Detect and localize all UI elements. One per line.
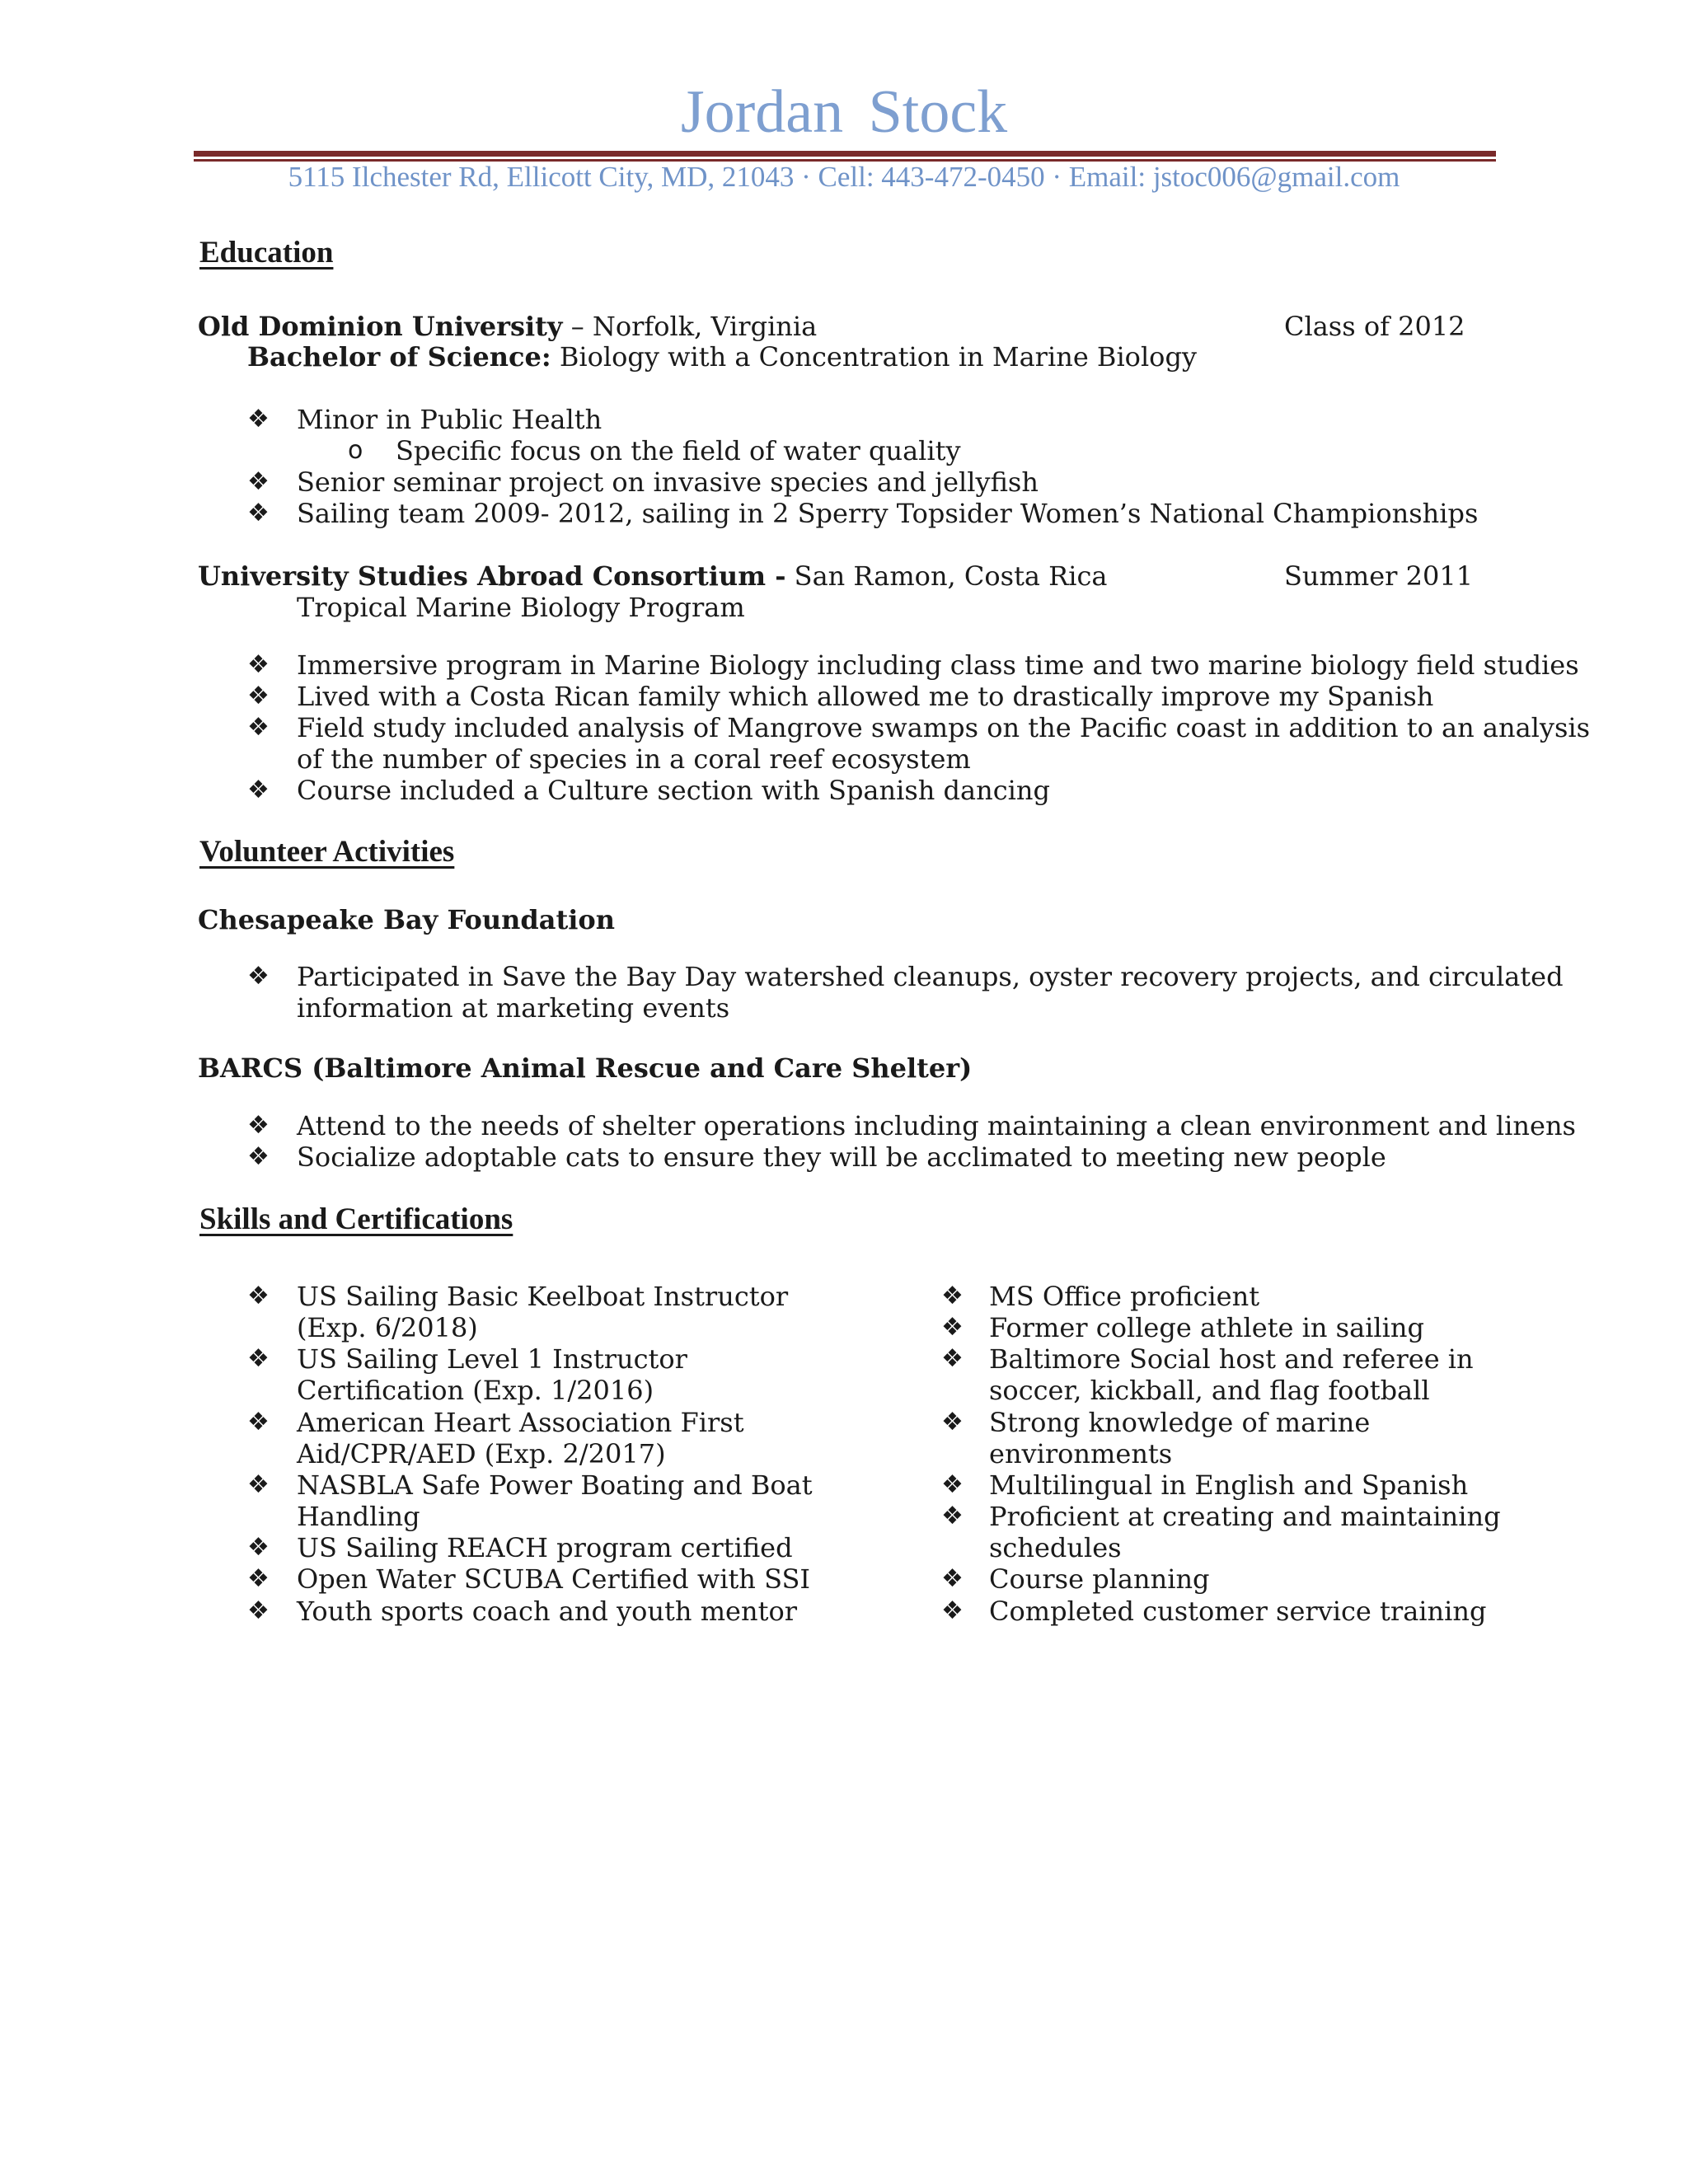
bullet-icon: ❖ [941,1596,964,1625]
cbf-org: Chesapeake Bay Foundation [198,904,615,935]
bullet-icon: ❖ [941,1282,964,1310]
skill-right-8: Completed customer service training [989,1596,1487,1627]
header-rule-thick [194,151,1496,157]
sub-bullet-icon: o [348,436,363,465]
odu-line [198,311,817,342]
skill-left-7: Youth sports coach and youth mentor [297,1596,797,1627]
odu-degree: Biology with a Concentration in Marine Biology [551,341,1197,373]
bullet-icon: ❖ [247,682,270,710]
odu-degree-label: Bachelor of Science: [247,341,551,373]
bullet-icon: ❖ [247,650,270,679]
skill-right-6: Proficient at creating and maintaining [989,1501,1501,1532]
skill-left-6: Open Water SCUBA Certified with SSI [297,1563,810,1595]
usac-date: Summer 2011 [1284,560,1474,592]
odu-school: Old Dominion University [198,311,563,342]
skill-right-3-cont: soccer, kickball, and flag football [989,1375,1430,1406]
usac-location: San Ramon, Costa Rica [785,560,1108,592]
usac-school: University Studies Abroad Consortium - [198,560,786,592]
bullet-icon: ❖ [941,1344,964,1373]
skill-right-7: Course planning [989,1563,1210,1595]
usac-line [198,560,1108,592]
odu-bullet-1: Minor in Public Health [297,404,603,435]
cbf-bullet-line2: information at marketing events [297,992,730,1024]
odu-bullet-3: Sailing team 2009- 2012, sailing in 2 Sperry Topsider Women’s National Championships [297,498,1479,529]
bullet-icon: ❖ [247,1142,270,1171]
bullet-icon: ❖ [247,962,270,991]
barcs-org: BARCS (Baltimore Animal Rescue and Care Shelter) [198,1052,973,1084]
usac-bullet-2: Lived with a Costa Rican family which allowed me to drastically improve my Spanish [297,681,1434,712]
skill-right-4: Strong knowledge of marine [989,1407,1371,1438]
odu-bullet-2: Senior seminar project on invasive species and jellyfish [297,466,1039,498]
bullet-icon: ❖ [247,499,270,527]
bullet-icon: ❖ [941,1564,964,1593]
usac-bullet-3: Field study included analysis of Mangrove swamps on the Pacific coast in addition to an analysis [297,712,1591,743]
barcs-bullet-2: Socialize adoptable cats to ensure they will be acclimated to meeting new people [297,1141,1386,1173]
bullet-icon: ❖ [247,1282,270,1310]
bullet-icon: ❖ [941,1408,964,1436]
bullet-icon: ❖ [247,405,270,434]
skill-right-5: Multilingual in English and Spanish [989,1469,1469,1501]
usac-bullet-4: Course included a Culture section with Spanish dancing [297,775,1050,806]
odu-date: Class of 2012 [1284,311,1465,342]
skill-left-2: US Sailing Level 1 Instructor [297,1343,687,1375]
skill-left-4-cont: Handling [297,1501,420,1532]
usac-bullet-3-cont: of the number of species in a coral reef ecosystem [297,743,971,775]
cbf-bullet-line1: Participated in Save the Bay Day watershed cleanups, oyster recovery projects, and circulated [297,961,1564,992]
skill-right-1: MS Office proficient [989,1281,1260,1312]
bullet-icon: ❖ [247,1596,270,1625]
bullet-icon: ❖ [247,467,270,496]
bullet-icon: ❖ [247,1344,270,1373]
skill-left-2-cont: Certification (Exp. 1/2016) [297,1375,654,1406]
bullet-icon: ❖ [247,1564,270,1593]
skill-left-4: NASBLA Safe Power Boating and Boat [297,1469,813,1501]
bullet-icon: ❖ [247,1470,270,1499]
skill-right-3: Baltimore Social host and referee in [989,1343,1474,1375]
odu-degree-line [247,341,1197,373]
bullet-icon: ❖ [941,1502,964,1530]
candidate-name: Jordan Stock [680,78,1008,146]
bullet-icon: ❖ [247,1533,270,1562]
skill-left-3: American Heart Association First [297,1407,744,1438]
skill-left-5: US Sailing REACH program certified [297,1532,793,1563]
volunteer-heading: Volunteer Activities [199,835,455,869]
bullet-icon: ❖ [247,776,270,804]
bullet-icon: ❖ [941,1313,964,1342]
skill-right-4-cont: environments [989,1438,1173,1469]
usac-bullet-1: Immersive program in Marine Biology including class time and two marine biology field studies [297,649,1579,681]
bullet-icon: ❖ [941,1470,964,1499]
skill-right-6-cont: schedules [989,1532,1122,1563]
skills-heading: Skills and Certifications [199,1202,513,1236]
education-heading: Education [199,236,334,269]
odu-location: – Norfolk, Virginia [562,311,818,342]
skill-left-1-cont: (Exp. 6/2018) [297,1312,478,1343]
barcs-bullet-1: Attend to the needs of shelter operations including maintaining a clean environment and linens [297,1110,1576,1141]
skill-left-1: US Sailing Basic Keelboat Instructor [297,1281,789,1312]
bullet-icon: ❖ [247,1111,270,1140]
bullet-icon: ❖ [247,713,270,742]
contact-line: 5115 Ilchester Rd, Ellicott City, MD, 21043 · Cell: 443-472-0450 · Email: jstoc006@gmail.com [288,161,1400,193]
skill-left-3-cont: Aid/CPR/AED (Exp. 2/2017) [297,1438,666,1469]
skill-right-2: Former college athlete in sailing [989,1312,1424,1343]
usac-program: Tropical Marine Biology Program [297,592,745,623]
odu-sub-bullet: Specific focus on the field of water quality [396,435,961,466]
bullet-icon: ❖ [247,1408,270,1436]
